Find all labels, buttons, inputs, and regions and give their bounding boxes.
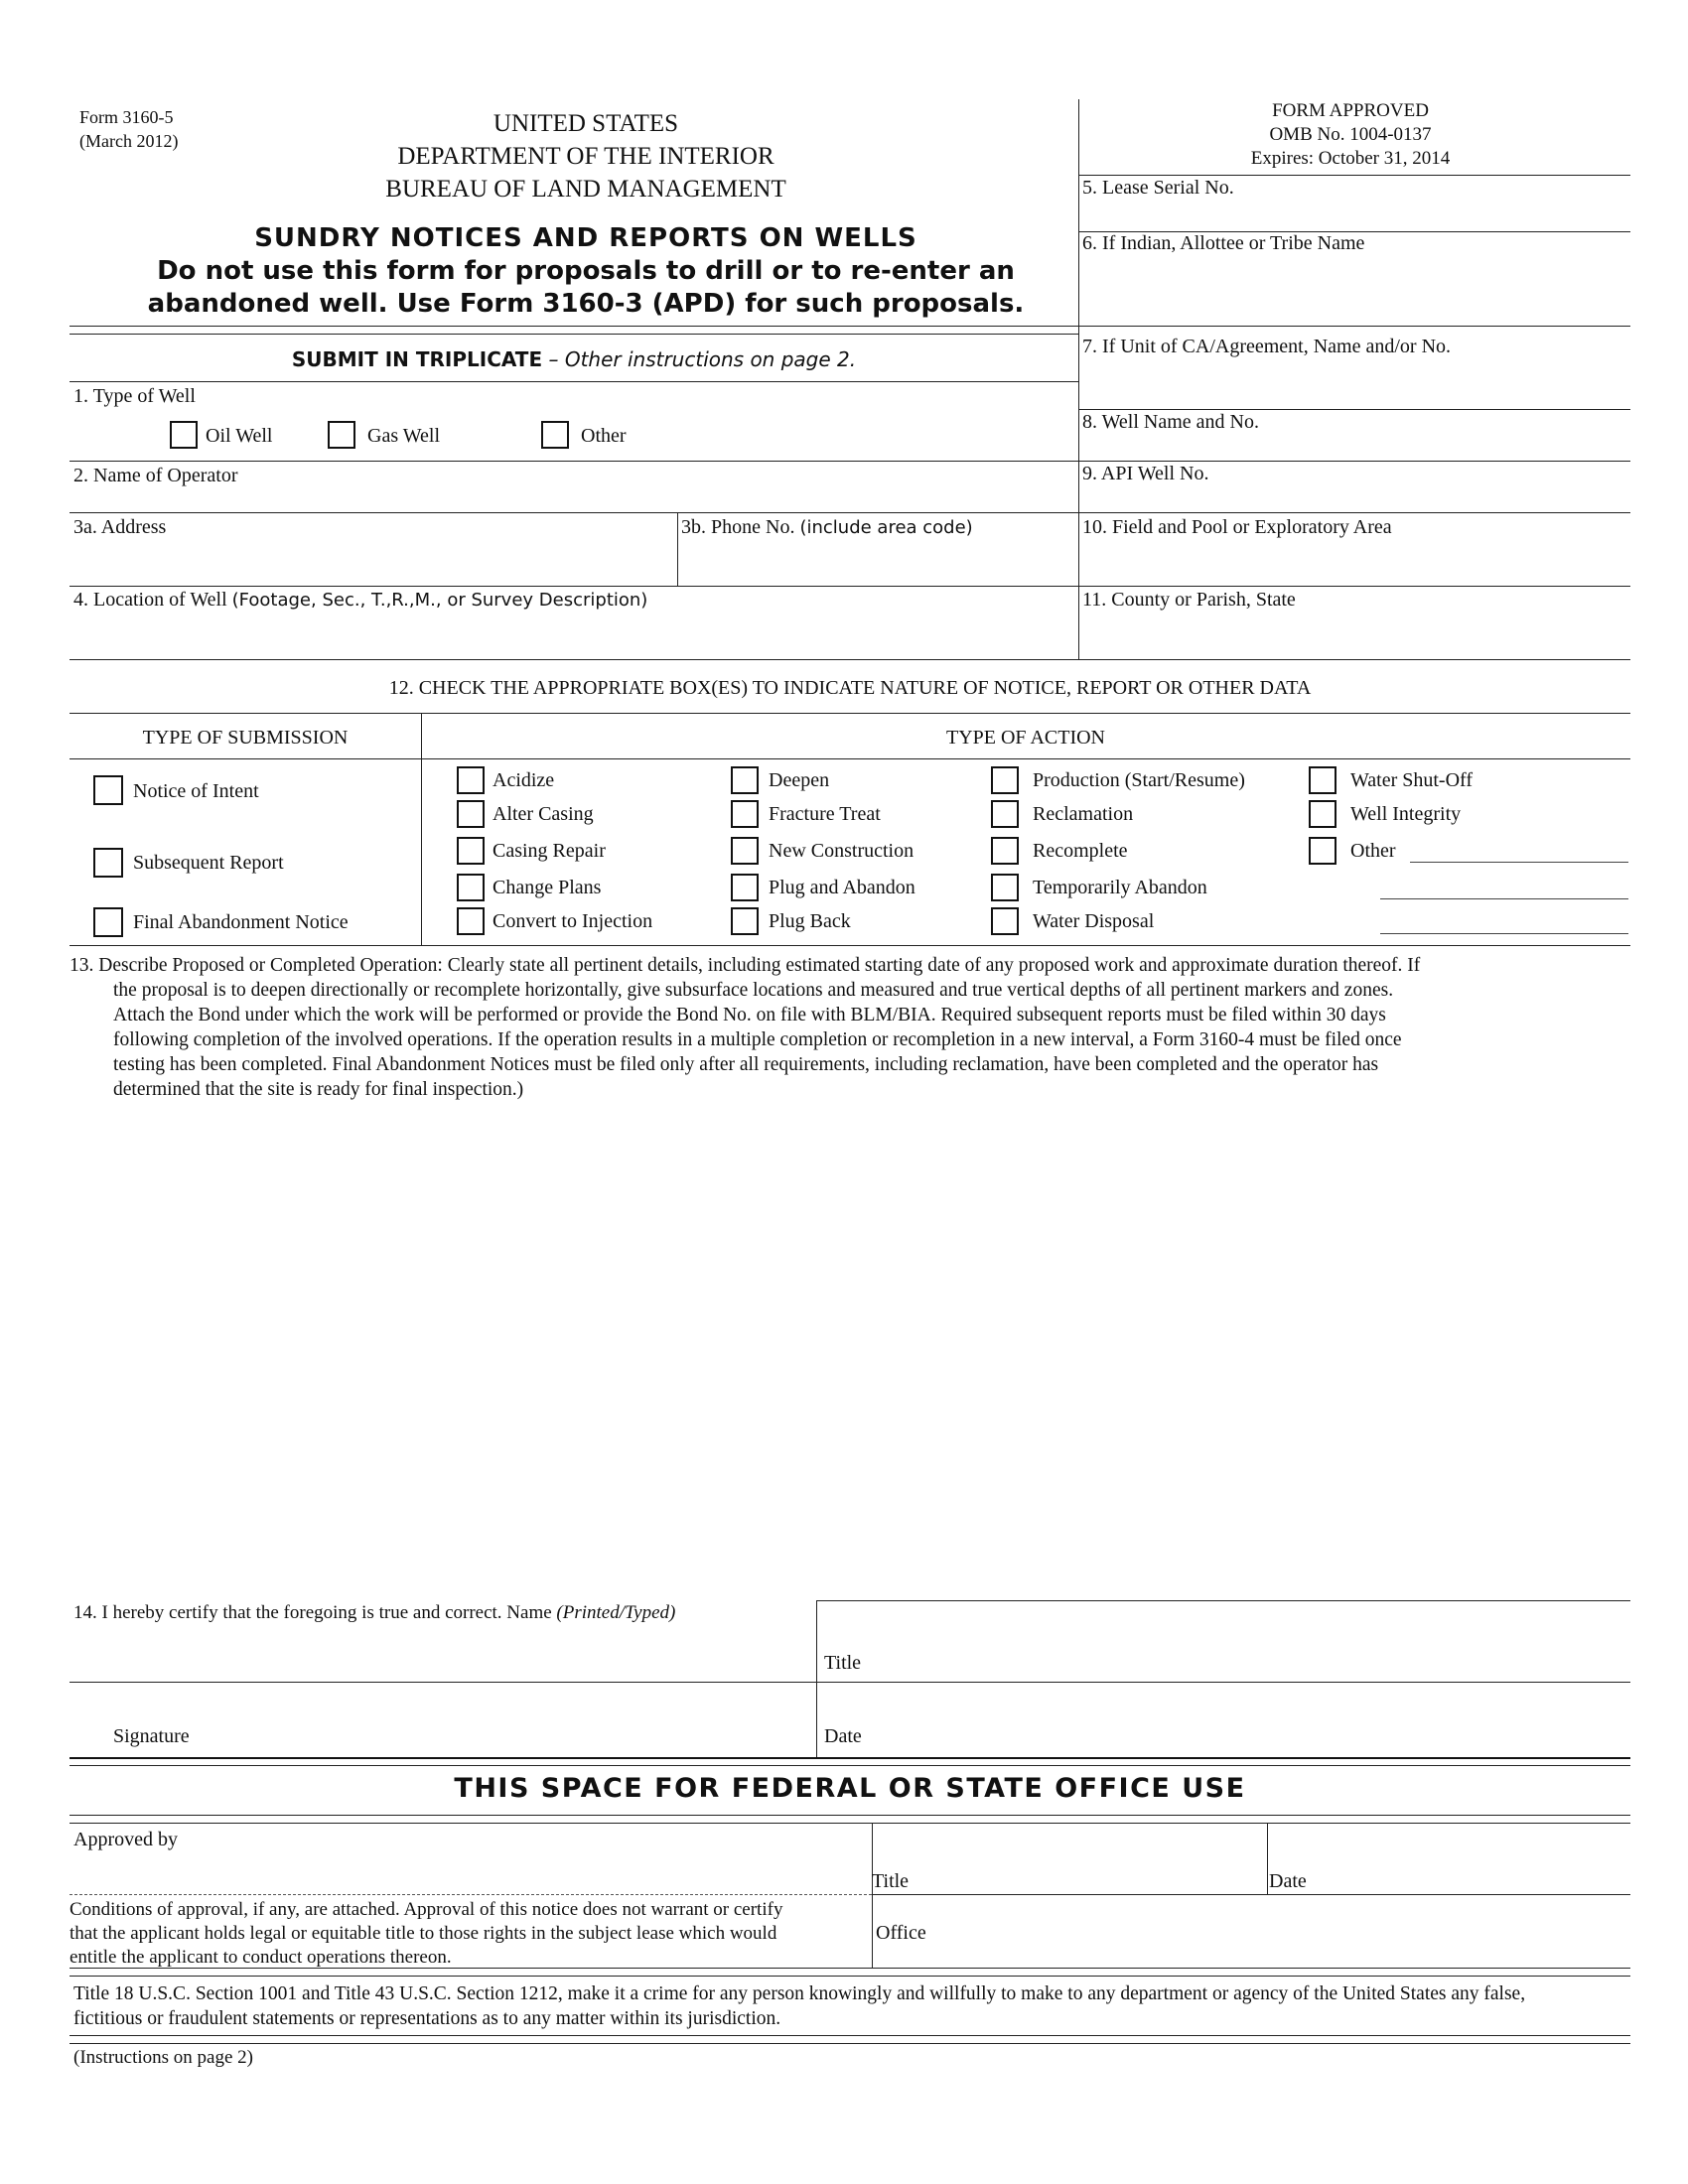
notice-of-intent-checkbox[interactable] (93, 775, 123, 805)
convert-to-injection-label: Convert to Injection (492, 910, 653, 932)
printed-name-input[interactable] (71, 1628, 812, 1680)
type-of-action-header: TYPE OF ACTION (945, 727, 1105, 749)
other-well-label: Other (581, 425, 627, 447)
temporarily-abandon-checkbox[interactable] (991, 874, 1019, 901)
plug-and-abandon-label: Plug and Abandon (769, 877, 915, 898)
expiration-date: Expires: October 31, 2014 (1250, 148, 1451, 169)
production-checkbox[interactable] (991, 766, 1019, 794)
type-of-submission-header: TYPE OF SUBMISSION (142, 727, 349, 749)
approved-by-input[interactable] (71, 1852, 866, 1892)
recomplete-checkbox[interactable] (991, 837, 1019, 865)
federal-title-label: Title (872, 1870, 910, 1892)
agency-block (298, 107, 874, 205)
well-integrity-label: Well Integrity (1350, 803, 1462, 825)
casing-repair-label: Casing Repair (492, 840, 606, 862)
change-plans-label: Change Plans (492, 877, 602, 898)
section-12-heading: 12. CHECK THE APPROPRIATE BOX(ES) TO INDICATE NATURE OF NOTICE, REPORT OR OTHER DATA (388, 677, 1312, 699)
signature-input[interactable] (209, 1688, 810, 1749)
form-approved: FORM APPROVED (1272, 100, 1429, 121)
title-18-line-2: fictitious or fraudulent statements or representations as to any matter within its jurisdiction. (73, 2008, 781, 2029)
section-14-title-label: Title (824, 1652, 862, 1674)
field-3a-address: 3a. Address (73, 516, 167, 538)
section-13-line-5: testing has been completed. Final Abandonment Notices must be filed only after all requirements, including reclamation, have been completed and the operator has (113, 1054, 1379, 1075)
other-action-line-2[interactable] (1380, 898, 1628, 899)
field-7-unit-agreement: 7. If Unit of CA/Agreement, Name and/or No. (1082, 336, 1452, 357)
acidize-label: Acidize (492, 769, 555, 791)
fracture-treat-checkbox[interactable] (731, 800, 759, 828)
submit-triplicate (70, 347, 1078, 372)
field-10-input[interactable] (1080, 542, 1626, 584)
field-8-well-name: 8. Well Name and No. (1082, 411, 1259, 433)
water-disposal-checkbox[interactable] (991, 907, 1019, 935)
alter-casing-label: Alter Casing (492, 803, 594, 825)
section-13-line-1: 13. Describe Proposed or Completed Operation: Clearly state all pertinent details, including estimated starting date of any proposed work and approximate duration thereof. If (70, 955, 1421, 976)
office-label: Office (876, 1922, 926, 1944)
notice-of-intent-label: Notice of Intent (133, 780, 259, 802)
section-13-line-3: Attach the Bond under which the work will be performed or provide the Bond No. on file with BLM/BIA. Required subsequent reports must be filed within 30 days (113, 1005, 1386, 1025)
title-18-line-1: Title 18 U.S.C. Section 1001 and Title 43 U.S.C. Section 1212, make it a crime for any person knowingly and willfully to make to any department or agency of the United States any false, (73, 1983, 1526, 2004)
field-3a-input[interactable] (71, 542, 675, 584)
new-construction-checkbox[interactable] (731, 837, 759, 865)
oil-well-label: Oil Well (206, 425, 273, 447)
field-4-input[interactable] (71, 615, 1074, 657)
approval-block (1082, 99, 1618, 171)
federal-date-label: Date (1269, 1870, 1307, 1892)
final-abandonment-checkbox[interactable] (93, 907, 123, 937)
field-11-input[interactable] (1080, 615, 1626, 657)
submit-triplicate-note: – Other instructions on page 2. (542, 347, 857, 371)
agency-line-1: UNITED STATES (492, 110, 679, 137)
section-14-certify (73, 1602, 675, 1624)
form-number: Form 3160-5 (79, 107, 174, 127)
section-14-certify-text: 14. I hereby certify that the foregoing is true and correct. Name (73, 1602, 557, 1623)
section-14-printed-typed: (Printed/Typed) (556, 1602, 676, 1623)
new-construction-label: New Construction (769, 840, 914, 862)
subsequent-report-label: Subsequent Report (133, 852, 284, 874)
form-date: (March 2012) (79, 131, 179, 151)
other-action-line-1[interactable] (1410, 862, 1628, 863)
field-10-field-pool: 10. Field and Pool or Exploratory Area (1082, 516, 1392, 538)
omb-number: OMB No. 1004-0137 (1269, 124, 1432, 145)
other-action-label: Other (1350, 840, 1396, 862)
section-13-line-6: determined that the site is ready for final inspection.) (113, 1079, 524, 1100)
federal-date-input[interactable] (1271, 1827, 1626, 1866)
agency-line-2: DEPARTMENT OF THE INTERIOR (397, 143, 774, 170)
gas-well-checkbox[interactable] (328, 421, 355, 449)
other-action-checkbox[interactable] (1309, 837, 1336, 865)
conditions-of-approval (70, 1898, 872, 1970)
casing-repair-checkbox[interactable] (457, 837, 485, 865)
field-5-input[interactable] (1080, 199, 1626, 228)
change-plans-checkbox[interactable] (457, 874, 485, 901)
field-4-location (73, 589, 647, 612)
title-18-notice (73, 1981, 1632, 2031)
section-13-line-2: the proposal is to deepen directionally or recomplete horizontally, give subsurface locations and measured and true vertical depths of all pertinent markers and zones. (113, 980, 1394, 1001)
subsequent-report-checkbox[interactable] (93, 848, 123, 878)
field-7-input[interactable] (1080, 363, 1626, 407)
production-label: Production (Start/Resume) (1033, 769, 1245, 791)
well-integrity-checkbox[interactable] (1309, 800, 1336, 828)
federal-title-input[interactable] (876, 1827, 1263, 1866)
field-9-input[interactable] (1080, 486, 1626, 510)
acidize-checkbox[interactable] (457, 766, 485, 794)
reclamation-label: Reclamation (1033, 803, 1134, 825)
field-2-input[interactable] (71, 488, 1074, 510)
field-6-indian-allottee: 6. If Indian, Allottee or Tribe Name (1082, 232, 1365, 254)
section-14-date-label: Date (824, 1725, 862, 1747)
form-title: SUNDRY NOTICES AND REPORTS ON WELLS (254, 223, 917, 253)
convert-to-injection-checkbox[interactable] (457, 907, 485, 935)
final-abandonment-label: Final Abandonment Notice (133, 911, 349, 933)
form-title-block (89, 222, 1082, 321)
signature-label: Signature (113, 1725, 190, 1747)
field-11-county-state: 11. County or Parish, State (1082, 589, 1296, 611)
oil-well-checkbox[interactable] (170, 421, 198, 449)
recomplete-label: Recomplete (1033, 840, 1128, 862)
field-3b-prefix: 3b. Phone No. (681, 516, 800, 538)
section-13-instructions (70, 953, 1638, 1102)
field-3b-input[interactable] (681, 542, 1074, 584)
approved-by-label: Approved by (73, 1829, 178, 1850)
field-3b-suffix: (include area code) (799, 517, 973, 538)
section-14-title-input[interactable] (884, 1628, 1626, 1680)
plug-back-checkbox[interactable] (731, 907, 759, 935)
water-shut-off-label: Water Shut-Off (1350, 769, 1473, 791)
field-3b-phone (681, 516, 973, 539)
other-action-line-3[interactable] (1380, 933, 1628, 934)
instructions-on-page-2: (Instructions on page 2) (73, 2047, 253, 2068)
conditions-line-3: entitle the applicant to conduct operations thereon. (70, 1947, 452, 1968)
field-2-operator: 2. Name of Operator (73, 465, 238, 486)
section-13-description-input[interactable] (71, 1112, 1626, 1588)
water-disposal-label: Water Disposal (1033, 910, 1155, 932)
fracture-treat-label: Fracture Treat (769, 803, 881, 825)
submit-triplicate-bold: SUBMIT IN TRIPLICATE (291, 347, 543, 371)
field-6-input[interactable] (1080, 260, 1626, 322)
office-input[interactable] (943, 1900, 1626, 1964)
conditions-line-2: that the applicant holds legal or equitable title to those rights in the subject lease which would (70, 1923, 777, 1944)
water-shut-off-checkbox[interactable] (1309, 766, 1336, 794)
federal-use-heading: THIS SPACE FOR FEDERAL OR STATE OFFICE USE (454, 1773, 1246, 1804)
field-5-lease-serial: 5. Lease Serial No. (1082, 177, 1234, 199)
plug-back-label: Plug Back (769, 910, 851, 932)
alter-casing-checkbox[interactable] (457, 800, 485, 828)
deepen-checkbox[interactable] (731, 766, 759, 794)
reclamation-checkbox[interactable] (991, 800, 1019, 828)
field-4-suffix: (Footage, Sec., T.,R.,M., or Survey Description) (231, 590, 648, 611)
deepen-label: Deepen (769, 769, 830, 791)
section-13-line-4: following completion of the involved operations. If the operation results in a multiple completion or recompletion in a new interval, a Form 3160-4 must be filed once (113, 1029, 1402, 1050)
temporarily-abandon-label: Temporarily Abandon (1033, 877, 1207, 898)
form-subtitle-line-2: abandoned well. Use Form 3160-3 (APD) for such proposals. (147, 289, 1025, 319)
field-1-type-of-well: 1. Type of Well (73, 385, 196, 407)
field-4-prefix: 4. Location of Well (73, 589, 232, 611)
gas-well-label: Gas Well (367, 425, 441, 447)
other-well-checkbox[interactable] (541, 421, 569, 449)
field-8-input[interactable] (1080, 435, 1626, 459)
agency-line-3: BUREAU OF LAND MANAGEMENT (385, 176, 786, 203)
form-subtitle-line-1: Do not use this form for proposals to drill or to re-enter an (157, 256, 1015, 286)
section-14-date-input[interactable] (884, 1688, 1626, 1749)
plug-and-abandon-checkbox[interactable] (731, 874, 759, 901)
conditions-line-1: Conditions of approval, if any, are attached. Approval of this notice does not warrant or certify (70, 1899, 783, 1920)
field-9-api-well: 9. API Well No. (1082, 463, 1209, 484)
